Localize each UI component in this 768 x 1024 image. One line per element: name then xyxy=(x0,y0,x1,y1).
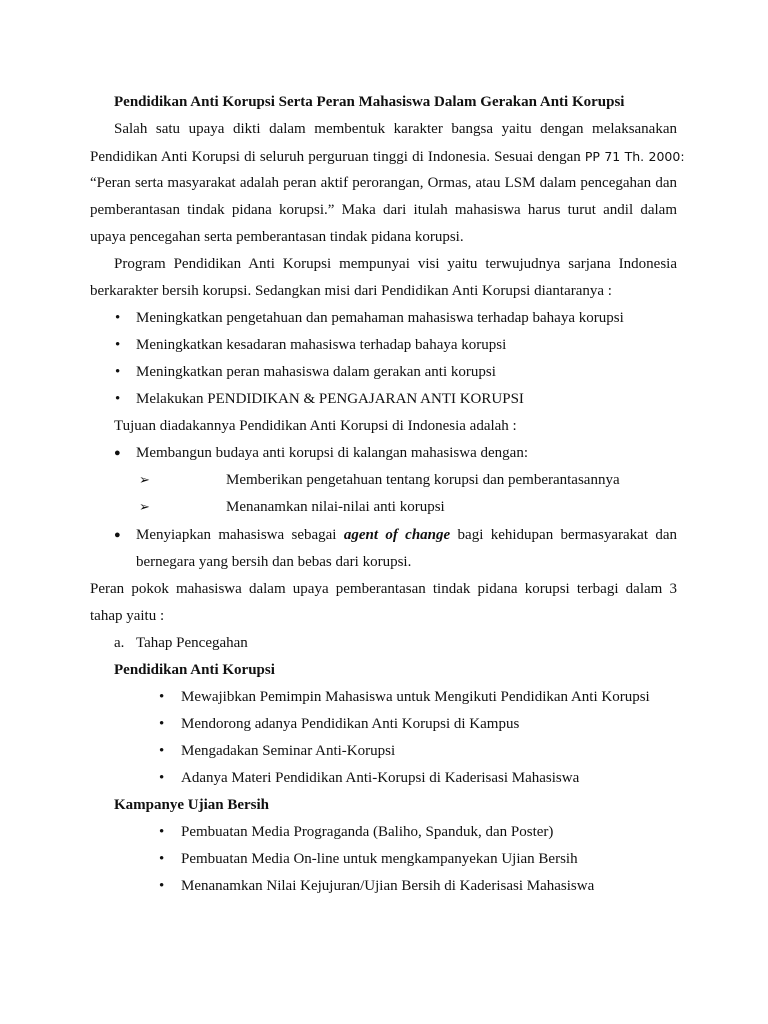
goal-text: Menyiapkan mahasiswa sebagai agent of change bagi kehidupan bermasyarakat dan xyxy=(136,527,677,543)
section-item-text: Menanamkan Nilai Kejujuran/Ujian Bersih di Kaderisasi Mahasiswa xyxy=(181,878,595,894)
section-heading: Kampanye Ujian Bersih xyxy=(114,797,270,813)
goal-text: bernegara yang bersih dan bebas dari korupsi. xyxy=(136,554,412,570)
section-heading: Pendidikan Anti Korupsi xyxy=(114,662,275,678)
list-item xyxy=(0,305,768,332)
list-item xyxy=(0,846,768,873)
arrow-bullet-icon: ➢ xyxy=(139,473,150,488)
intro-line-3 xyxy=(0,170,768,197)
arrow-bullet-icon: ➢ xyxy=(139,500,150,515)
intro-text: Salah satu upaya dikti dalam membentuk karakter bangsa yaitu dengan melaksanakan xyxy=(114,121,677,137)
intro-text: upaya pencegahan serta pemberantasan tindak pidana korupsi. xyxy=(90,229,464,245)
mission-text: Meningkatkan peran mahasiswa dalam gerakan anti korupsi xyxy=(136,364,496,380)
bullet-icon: • xyxy=(159,770,165,786)
role-text: Peran pokok mahasiswa dalam upaya pemberantasan tindak pidana korupsi terbagi dalam 3 xyxy=(90,581,677,597)
section-item-text: Pembuatan Media On-line untuk mengkampanyekan Ujian Bersih xyxy=(181,851,578,867)
section-heading-line xyxy=(0,792,768,819)
list-item xyxy=(0,522,768,549)
role-line-2 xyxy=(0,603,768,630)
list-item xyxy=(0,386,768,413)
bullet-icon: • xyxy=(115,310,121,326)
intro-line-2 xyxy=(0,143,768,170)
goals-intro: Tujuan diadakannya Pendidikan Anti Korupsi di Indonesia adalah : xyxy=(114,418,517,434)
list-item xyxy=(0,765,768,792)
mission-text: Meningkatkan kesadaran mahasiswa terhadap bahaya korupsi xyxy=(136,337,507,353)
bullet-icon: • xyxy=(115,391,121,407)
intro-text: Pendidikan Anti Korupsi di seluruh perguruan tinggi di Indonesia. Sesuai dengan PP 71 Th. 2000: xyxy=(90,149,685,165)
list-item xyxy=(0,440,768,467)
stage-item xyxy=(0,630,768,657)
filled-bullet-icon: ● xyxy=(114,529,121,541)
bullet-icon: • xyxy=(159,851,165,867)
mission-text: Melakukan PENDIDIKAN & PENGAJARAN ANTI KORUPSI xyxy=(136,391,524,407)
list-item xyxy=(0,684,768,711)
filled-bullet-icon: ● xyxy=(114,447,121,459)
sub-list-item xyxy=(0,467,768,494)
section-heading-line xyxy=(0,657,768,684)
goal-continuation-line xyxy=(0,549,768,576)
intro-line-4 xyxy=(0,197,768,224)
program-text: Program Pendidikan Anti Korupsi mempunyai visi yaitu terwujudnya sarjana Indonesia xyxy=(114,256,677,272)
section-item-text: Mengadakan Seminar Anti-Korupsi xyxy=(181,743,396,759)
emphasis-text: agent of change xyxy=(343,527,451,543)
stage-marker: a. xyxy=(114,635,125,651)
document-title: Pendidikan Anti Korupsi Serta Peran Mahasiswa Dalam Gerakan Anti Korupsi xyxy=(114,94,625,110)
regulation-ref: PP 71 Th. 2000: xyxy=(584,149,685,164)
list-item xyxy=(0,738,768,765)
program-text: berkarakter bersih korupsi. Sedangkan misi dari Pendidikan Anti Korupsi diantaranya : xyxy=(90,283,612,299)
intro-line-1 xyxy=(0,116,768,143)
program-line-1 xyxy=(0,251,768,278)
goal-text: Membangun budaya anti korupsi di kalangan mahasiswa dengan: xyxy=(136,445,528,461)
bullet-icon: • xyxy=(115,337,121,353)
list-item xyxy=(0,711,768,738)
program-line-2 xyxy=(0,278,768,305)
role-text: tahap yaitu : xyxy=(90,608,165,624)
mission-text: Meningkatkan pengetahuan dan pemahaman mahasiswa terhadap bahaya korupsi xyxy=(136,310,624,326)
goals-intro-line xyxy=(0,413,768,440)
bullet-icon: • xyxy=(159,716,165,732)
role-line-1 xyxy=(0,576,768,603)
intro-text: “Peran serta masyarakat adalah peran aktif perorangan, Ormas, atau LSM dalam pencegahan dan xyxy=(90,175,677,191)
bullet-icon: • xyxy=(159,689,165,705)
intro-line-5 xyxy=(0,224,768,251)
list-item xyxy=(0,332,768,359)
title-line xyxy=(0,89,768,116)
section-item-text: Mendorong adanya Pendidikan Anti Korupsi di Kampus xyxy=(181,716,520,732)
section-item-text: Mewajibkan Pemimpin Mahasiswa untuk Mengikuti Pendidikan Anti Korupsi xyxy=(181,689,650,705)
section-item-text: Adanya Materi Pendidikan Anti-Korupsi di Kaderisasi Mahasiswa xyxy=(181,770,580,786)
intro-text: pemberantasan tindak pidana korupsi.” Maka dari itulah mahasiswa harus turut andil dalam xyxy=(90,202,677,218)
list-item xyxy=(0,819,768,846)
list-item xyxy=(0,359,768,386)
bullet-icon: • xyxy=(159,878,165,894)
sub-list-item xyxy=(0,494,768,521)
bullet-icon: • xyxy=(115,364,121,380)
stage-label: Tahap Pencegahan xyxy=(136,635,248,651)
sub-goal-text: Memberikan pengetahuan tentang korupsi dan pemberantasannya xyxy=(226,472,620,488)
section-item-text: Pembuatan Media Prograganda (Baliho, Spanduk, dan Poster) xyxy=(181,824,554,840)
list-item xyxy=(0,873,768,900)
sub-goal-text: Menanamkan nilai-nilai anti korupsi xyxy=(226,499,445,515)
bullet-icon: • xyxy=(159,824,165,840)
bullet-icon: • xyxy=(159,743,165,759)
